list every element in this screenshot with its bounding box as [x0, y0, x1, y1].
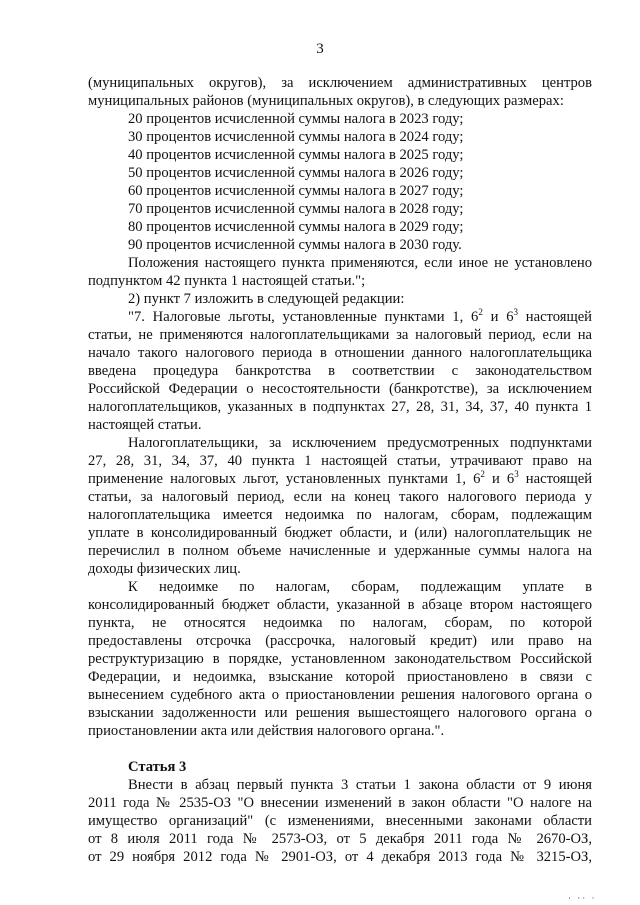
article3-line: имущество организаций" (с изменениями, внесенными законами области — [88, 813, 592, 829]
article3-line: 2011 года № 2535-ОЗ "О внесении изменений в закон области "О налоге на — [88, 795, 592, 811]
text-run: настоящей — [518, 471, 593, 487]
provisions-line: подпунктом 42 пункта 1 настоящей статьи."; — [88, 273, 366, 289]
taxpayers-line — [88, 470, 592, 488]
rate-item: 20 процентов исчисленной суммы налога в 2023 году; — [128, 111, 464, 127]
arrears-line: приостановлении акта или действия налогового органа.". — [88, 723, 445, 739]
document-body — [88, 74, 592, 866]
arrears-line: К недоимке по налогам, сборам, подлежащим уплате в — [128, 579, 592, 595]
article3-line: от 8 июля 2011 года № 2573-ОЗ, от 5 декабря 2011 года № 2670-ОЗ, — [88, 831, 592, 847]
taxpayers-line: доходы физических лиц. — [88, 561, 241, 577]
text-run: "7. Налоговые льготы, установленные пунктами 1, 6 — [128, 309, 479, 325]
superscript: 2 — [480, 469, 485, 479]
arrears-line: взыскании задолженности или решения вышестоящего налогового органа о — [88, 705, 592, 721]
rate-item: 90 процентов исчисленной суммы налога в 2030 году. — [128, 237, 462, 253]
rate-item: 50 процентов исчисленной суммы налога в 2026 году; — [128, 165, 464, 181]
rate-item: 80 процентов исчисленной суммы налога в 2029 году; — [128, 219, 464, 235]
taxpayers-line: Налогоплательщики, за исключением предусмотренных подпунктами — [128, 435, 592, 451]
text-run: и 6 — [484, 471, 515, 487]
text-run: применение налоговых льгот, установленных пунктами 1, 6 — [88, 471, 481, 487]
p7-line: начало такого налогового периода в отношении данного налогоплательщика — [88, 345, 592, 361]
text-run: настоящей — [518, 309, 592, 325]
taxpayers-line: налогоплательщика имеется недоимка по налогам, сборам, подлежащим — [88, 507, 592, 523]
rate-item: 60 процентов исчисленной суммы налога в 2027 году; — [128, 183, 464, 199]
article3-line: от 29 ноября 2012 года № 2901-ОЗ, от 4 декабря 2013 года № 3215-ОЗ, — [88, 849, 592, 865]
taxpayers-line: перечислил в полном объеме начисленные и удержанные суммы налога на — [88, 543, 592, 559]
taxpayers-line: статьи, за налоговый период, если на конец такого налогового периода у — [88, 489, 592, 505]
article3-line: Внести в абзац первый пункта 3 статьи 1 закона области от 9 июня — [128, 777, 592, 793]
superscript: 3 — [513, 307, 518, 317]
arrears-line: вынесением судебного акта о приостановлении решения налогового органа о — [88, 687, 592, 703]
text-run: и 6 — [482, 309, 514, 325]
superscript: 3 — [514, 469, 519, 479]
intro-line: муниципальных районов (муниципальных округов), в следующих размерах: — [88, 93, 564, 109]
scan-dots-mark: · ·· · — [568, 893, 597, 903]
arrears-line: предоставлены отсрочка (рассрочка, налоговый кредит) или право на — [88, 633, 592, 649]
arrears-line: Федерации, и недоимка, взыскание которой приостановлено в связи с — [88, 669, 592, 685]
rate-item: 70 процентов исчисленной суммы налога в 2028 году; — [128, 201, 464, 217]
intro-line: (муниципальных округов), за исключением административных центров — [88, 75, 592, 91]
p7-line: налогоплательщиков, указанных в подпунктах 27, 28, 31, 34, 37, 40 пункта 1 — [88, 399, 592, 415]
arrears-line: реструктуризацию в порядке, установленном законодательством Российской — [88, 651, 592, 667]
p7-line: настоящей статьи. — [88, 417, 202, 433]
taxpayers-line: уплате в консолидированный бюджет области, и (или) налогоплательщик не — [88, 525, 592, 541]
spacer — [88, 740, 592, 758]
item-2: 2) пункт 7 изложить в следующей редакции: — [128, 291, 405, 307]
p7-first-line — [88, 308, 592, 326]
rate-item: 40 процентов исчисленной суммы налога в 2025 году; — [128, 147, 464, 163]
p7-line: Российской Федерации о несостоятельности (банкротстве), за исключением — [88, 381, 592, 397]
p7-line: статьи, не применяются налогоплательщиками за налоговый период, если на — [88, 327, 592, 343]
taxpayers-line: 27, 28, 31, 34, 37, 40 пункта 1 настоящей статьи, утрачивают право на — [88, 453, 592, 469]
arrears-line: пункта, не относятся недоимка по налогам, сборам, по которой — [88, 615, 592, 631]
superscript: 2 — [478, 307, 483, 317]
rate-item: 30 процентов исчисленной суммы налога в 2024 году; — [128, 129, 464, 145]
arrears-line: консолидированный бюджет области, указанной в абзаце втором настоящего — [88, 597, 592, 613]
article-heading: Статья 3 — [128, 759, 187, 775]
p7-line: введена процедура банкротства в соответствии с законодательством — [88, 363, 592, 379]
provisions-line: Положения настоящего пункта применяются, если иное не установлено — [128, 255, 592, 271]
page-number: 3 — [316, 41, 324, 57]
